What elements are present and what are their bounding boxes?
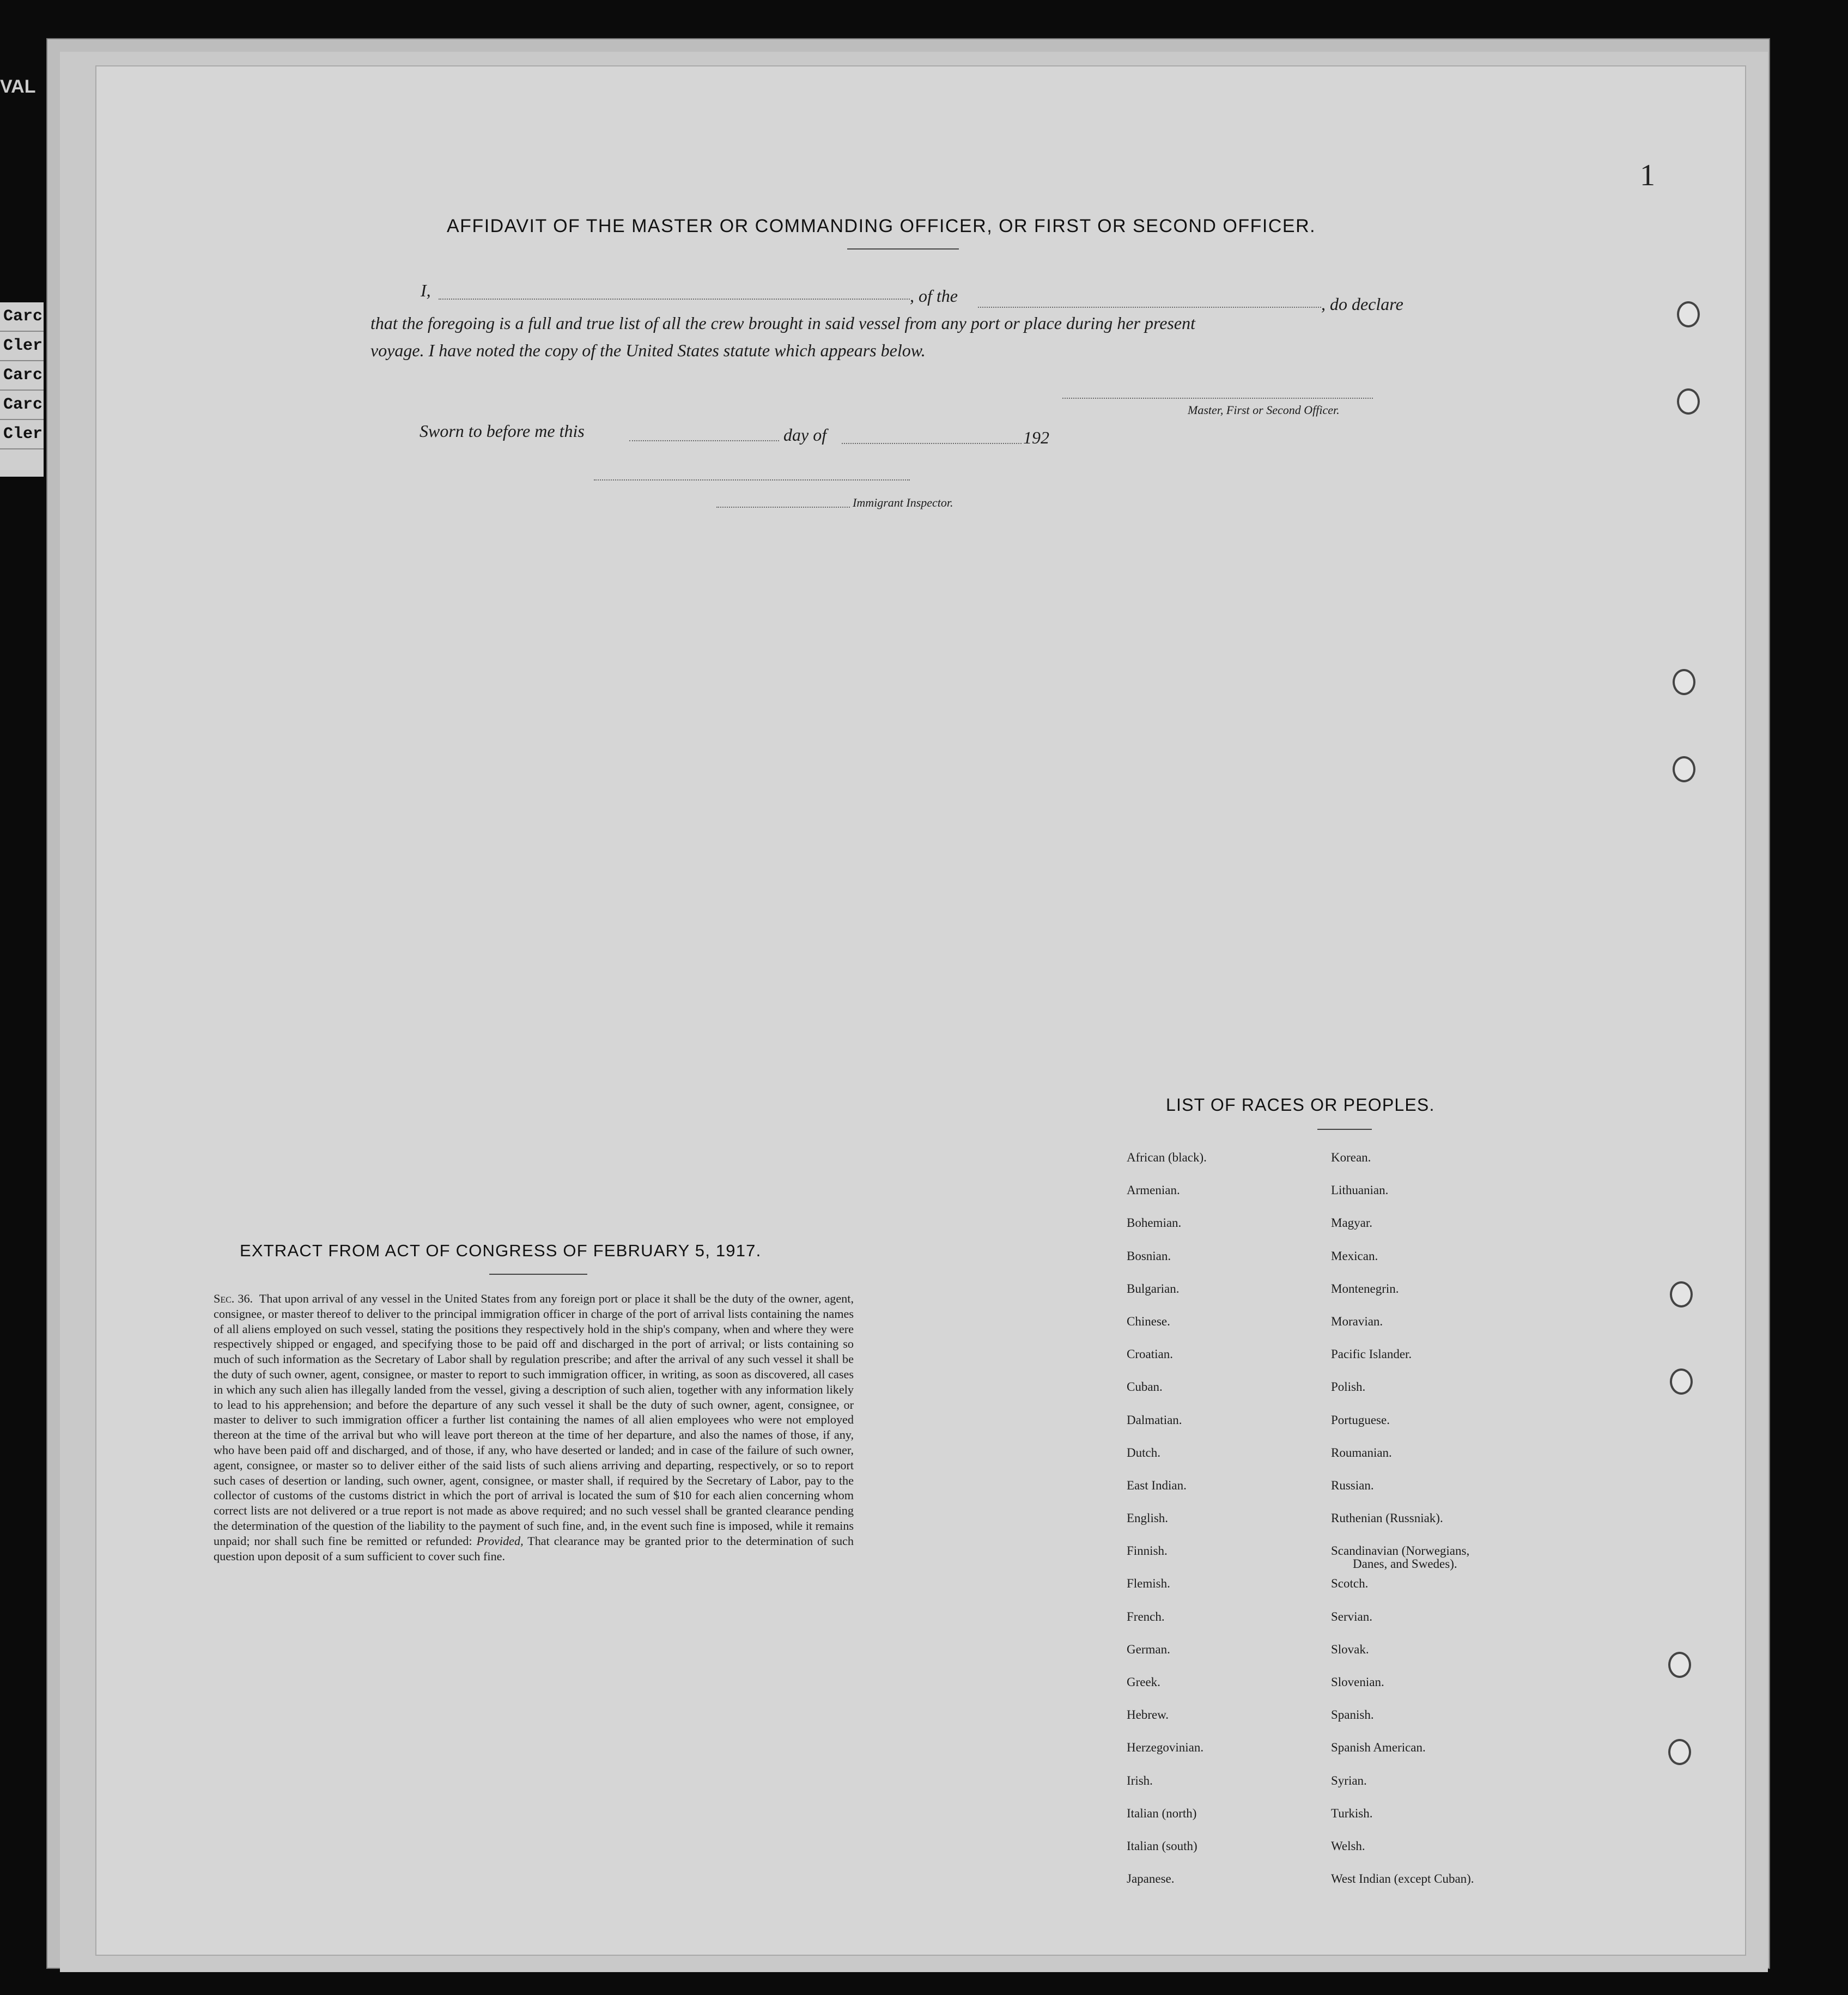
race-item: Chinese. xyxy=(1127,1314,1170,1328)
vessel-field[interactable] xyxy=(978,307,1321,308)
punch-hole xyxy=(1677,301,1700,327)
punch-hole xyxy=(1670,1281,1693,1307)
affidavit-line-3: voyage. I have noted the copy of the United States statute which appears below. xyxy=(370,340,926,360)
race-item: Servian. xyxy=(1331,1609,1373,1623)
race-item: Dutch. xyxy=(1127,1445,1160,1459)
inspector-label: Immigrant Inspector. xyxy=(853,496,953,509)
race-item: Moravian. xyxy=(1331,1314,1383,1328)
race-item: Korean. xyxy=(1331,1151,1371,1164)
race-item: African (black). xyxy=(1127,1151,1207,1164)
race-item: English. xyxy=(1127,1511,1169,1525)
race-item: Flemish. xyxy=(1127,1577,1170,1591)
race-item: Slovenian. xyxy=(1331,1675,1384,1689)
section-label: Sec. 36. xyxy=(214,1292,253,1305)
affidavit-of-the: , of the xyxy=(910,286,958,306)
race-item: Herzegovinian. xyxy=(1127,1741,1204,1755)
strip-label: Carc xyxy=(0,361,44,391)
race-item: Spanish American. xyxy=(1331,1741,1426,1755)
race-item: Lithuanian. xyxy=(1331,1183,1389,1197)
race-item: Dalmatian. xyxy=(1127,1413,1182,1427)
punch-hole xyxy=(1670,1368,1693,1395)
race-item-text: Scandinavian (Norwegians, xyxy=(1331,1544,1470,1558)
races-list-left xyxy=(1127,1151,1207,1905)
race-item: Italian (north) xyxy=(1127,1806,1197,1820)
race-item-continuation: Danes, and Swedes). xyxy=(1353,1557,1457,1571)
race-item: Montenegrin. xyxy=(1331,1281,1399,1295)
race-item: Croatian. xyxy=(1127,1347,1173,1361)
affidavit-line-2: that the foregoing is a full and true list of all the crew brought in said vessel from any port or place during her present xyxy=(370,313,1195,333)
race-item-scandinavian xyxy=(1331,1544,1474,1577)
race-item: Pacific Islander. xyxy=(1331,1347,1412,1361)
margin-top-mark: VAL xyxy=(0,76,36,97)
title-rule xyxy=(847,248,959,250)
race-item: Cuban. xyxy=(1127,1380,1163,1394)
race-item: East Indian. xyxy=(1127,1478,1187,1492)
name-field[interactable] xyxy=(439,299,910,300)
race-item: Armenian. xyxy=(1127,1183,1180,1197)
adjacent-page-strip xyxy=(0,302,44,477)
extract-body xyxy=(214,1291,854,1564)
statute-text: That upon arrival of any vessel in the United States from any foreign port or place it shall be the duty of the owner, agent, consignee, or master thereof to deliver to the principal immigration officer in charge of the port of arrival lists containing the names of all aliens employed on such vessel, stating the positions they respectively hold in the ship's company, when and where they were respectively shipped or engaged, and specifying those to be paid off and discharged in the port of arrival; or lists containing so much of such information as the Secretary of Labor shall by regulation prescribe; and after the arrival of any such vessel it shall be the duty of such owner, agent, consignee, or master to report to such immigration officer, in writing, as soon as discovered, all cases in which any such alien has illegally landed from the vessel, giving a description of such alien, together with any information likely to lead to his apprehension; and before the departure of any such vessel it shall be the duty of such owner, agent, consignee, or master to deliver to such immigration officer a further list containing the names of all alien employees who were not employed thereon at the time of the arrival but who will leave port thereon at the time of her departure, and also the names of those, if any, who have been paid off and discharged, and of those, if any, who have deserted or landed; and in case of the failure of such owner, agent, consignee, or master so to deliver either of the said lists of such aliens arriving and departing, respectively, or so to report such cases of desertion or landing, such owner, agent, consignee, or master shall, if required by the Secretary of Labor, pay to the collector of customs of the customs district in which the port of arrival is located the sum of $10 for each alien concerning whom correct lists are not delivered or a true report is not made as above required; and no such vessel shall be granted clearance pending the determination of the question of the liability to the payment of such fine, and, in the event such fine is imposed, while it remains unpaid; nor shall such fine be remitted or refunded: xyxy=(214,1292,854,1548)
inspector-field[interactable] xyxy=(716,507,850,508)
race-item: Syrian. xyxy=(1331,1773,1367,1787)
punch-hole xyxy=(1673,669,1695,695)
race-item: Ruthenian (Russniak). xyxy=(1331,1511,1443,1525)
race-item: Welsh. xyxy=(1331,1839,1365,1853)
race-item: Japanese. xyxy=(1127,1872,1175,1886)
punch-hole xyxy=(1677,388,1700,415)
extract-title: EXTRACT FROM ACT OF CONGRESS OF FEBRUARY 5, 1917. xyxy=(240,1241,762,1260)
race-item: Greek. xyxy=(1127,1675,1160,1689)
inspector-signature-line[interactable] xyxy=(594,479,910,480)
affidavit-i: I, xyxy=(421,281,431,300)
race-item: Mexican. xyxy=(1331,1249,1378,1263)
race-item: Portuguese. xyxy=(1331,1413,1390,1427)
page-number: 1 xyxy=(1640,159,1655,192)
race-item: Irish. xyxy=(1127,1773,1153,1787)
race-item: West Indian (except Cuban). xyxy=(1331,1872,1474,1886)
race-item: Scotch. xyxy=(1331,1577,1369,1591)
punch-hole xyxy=(1668,1739,1691,1765)
signature-field[interactable] xyxy=(1062,398,1373,399)
strip-label: Carc xyxy=(0,391,44,420)
strip-label: Cler xyxy=(0,332,44,361)
races-rule xyxy=(1317,1129,1372,1130)
strip-label: Cler xyxy=(0,420,44,449)
race-item: Roumanian. xyxy=(1331,1445,1392,1459)
affidavit-title: AFFIDAVIT OF THE MASTER OR COMMANDING OFFICER, OR FIRST OR SECOND OFFICER. xyxy=(447,216,1316,236)
race-item: Italian (south) xyxy=(1127,1839,1197,1853)
day-field[interactable] xyxy=(629,440,779,441)
race-item: German. xyxy=(1127,1642,1170,1656)
race-item: Finnish. xyxy=(1127,1544,1168,1558)
day-of-text: day of xyxy=(783,425,827,445)
affidavit-declare: , do declare xyxy=(1321,294,1403,314)
races-list-right xyxy=(1331,1151,1474,1905)
race-item: Bosnian. xyxy=(1127,1249,1171,1263)
statute-text-2: That clearance may be granted prior to the determination of such question upon deposit of a sum sufficient to cover such fine. xyxy=(214,1534,854,1563)
race-item: Hebrew. xyxy=(1127,1708,1169,1722)
extract-rule xyxy=(489,1274,587,1275)
race-item: Russian. xyxy=(1331,1478,1374,1492)
month-field[interactable] xyxy=(842,443,1022,444)
race-item: Polish. xyxy=(1331,1380,1366,1394)
punch-hole xyxy=(1673,756,1695,782)
signature-label: Master, First or Second Officer. xyxy=(1188,403,1340,417)
provided-word: Provided, xyxy=(476,1534,524,1548)
race-item: Magyar. xyxy=(1331,1216,1373,1230)
race-item: French. xyxy=(1127,1609,1165,1623)
race-item: Slovak. xyxy=(1331,1642,1369,1656)
races-title: LIST OF RACES OR PEOPLES. xyxy=(1166,1095,1435,1115)
year-prefix: 192 xyxy=(1023,428,1049,447)
race-item: Turkish. xyxy=(1331,1806,1373,1820)
strip-label: Carc xyxy=(0,302,44,332)
punch-hole xyxy=(1668,1652,1691,1678)
sworn-text: Sworn to before me this xyxy=(420,421,585,441)
race-item: Bohemian. xyxy=(1127,1216,1182,1230)
race-item: Spanish. xyxy=(1331,1708,1374,1722)
race-item: Bulgarian. xyxy=(1127,1281,1180,1295)
